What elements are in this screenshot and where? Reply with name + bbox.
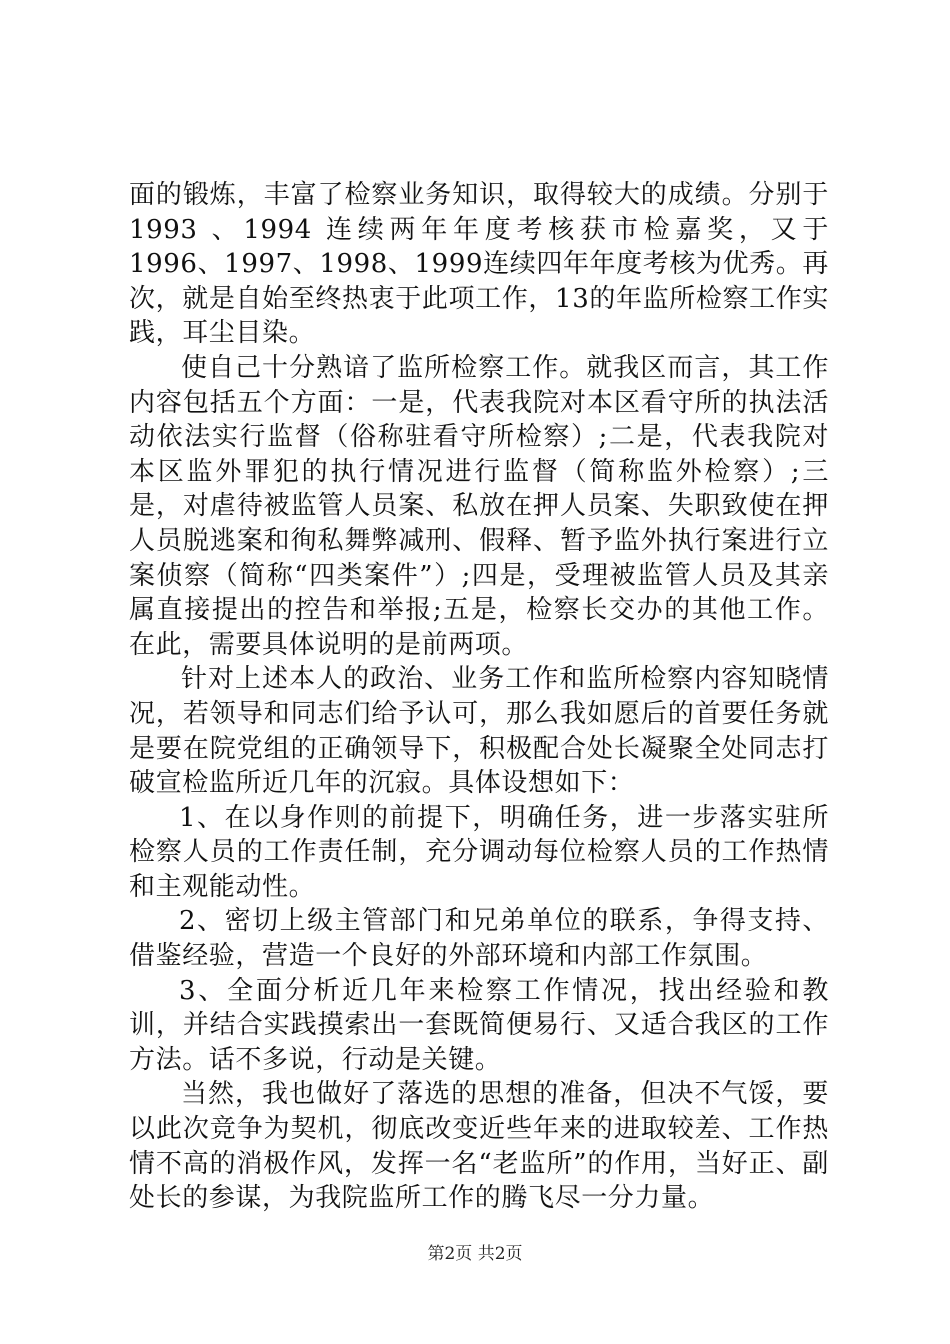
paragraph-plan-item-2: 2、密切上级主管部门和兄弟单位的联系，争得支持、借鉴经验，营造一个良好的外部环境和内部工作氛围。 <box>129 906 829 972</box>
paragraph-plan-intro: 针对上述本人的政治、业务工作和监所检察内容知晓情况，若领导和同志们给予认可，那么我如愿后的首要任务就是要在院党组的正确领导下，积极配合处长凝聚全处同志打破宣检监所近几年的沉寂。具体设想如下： <box>129 664 829 799</box>
page-number-footer: 第2页 共2页 <box>427 1244 523 1264</box>
paragraph-continuation: 面的锻炼，丰富了检察业务知识，取得较大的成绩。分别于1993 、1994 连续两年年度考核获市检嘉奖，又于1996、1997、1998、1999连续四年年度考核为优秀。再次，就是自始至终热衷于此项工作，13的年监所检察工作实践，耳尘目染。 <box>129 180 829 349</box>
paragraph-plan-item-1: 1、在以身作则的前提下，明确任务，进一步落实驻所检察人员的工作责任制，充分调动每位检察人员的工作热情和主观能动性。 <box>129 802 829 902</box>
paragraph-plan-item-3: 3、全面分析近几年来检察工作情况，找出经验和教训，并结合实践摸索出一套既简便易行、又适合我区的工作方法。话不多说，行动是关键。 <box>129 975 829 1075</box>
document-body <box>129 178 829 1216</box>
paragraph-work-content: 使自己十分熟谙了监所检察工作。就我区而言，其工作内容包括五个方面：一是，代表我院对本区看守所的执法活动依法实行监督（俗称驻看守所检察）;二是，代表我院对本区监外罪犯的执行情况进行监督（简称监外检察）;三是，对虐待被监管人员案、私放在押人员案、失职致使在押人员脱逃案和徇私舞弊减刑、假释、暂予监外执行案进行立案侦察（简称“四类案件”）;四是，受理被监管人员及其亲属直接提出的控告和举报;五是，检察长交办的其他工作。在此，需要具体说明的是前两项。 <box>129 352 829 660</box>
paragraph-conclusion: 当然，我也做好了落选的思想的准备，但决不气馁，要以此次竞争为契机，彻底改变近些年来的进取较差、工作热情不高的消极作风，发挥一名“老监所”的作用，当好正、副处长的参谋，为我院监所工作的腾飞尽一分力量。 <box>129 1079 829 1214</box>
